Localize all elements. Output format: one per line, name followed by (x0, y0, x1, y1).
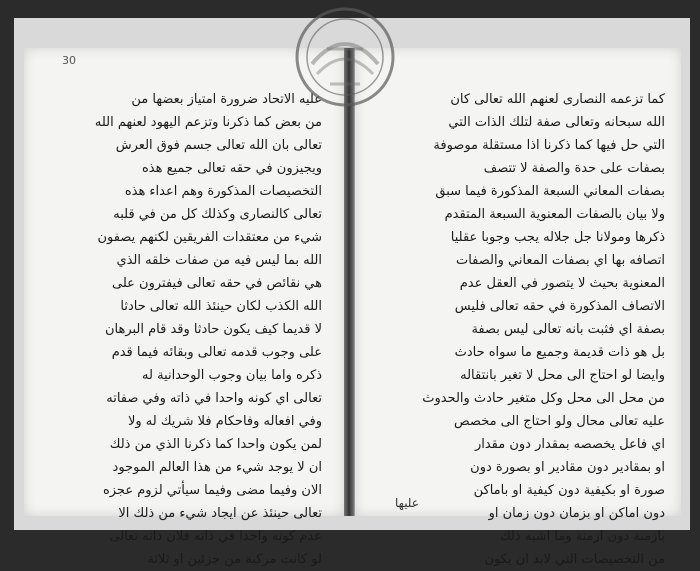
text-line: دون اماكن او بزمان دون زمان او (488, 506, 665, 521)
text-line: عدم كونه واحدا في ذاته فلان ذاته تعالى (109, 529, 322, 544)
text-line: كما تزعمه النصارى لعنهم الله تعالى كان (450, 92, 665, 107)
text-line: هي نقائص في حقه تعالى فيفترون على (112, 276, 322, 291)
text-line: صورة او بكيفية دون كيفية او باماكن (473, 483, 665, 498)
text-line: عليه تعالى محال ولو احتاج الى مخصص (454, 414, 665, 429)
text-line: من محل الى محل وكل متغير حادث والحدوث (422, 391, 665, 406)
text-line: الان وفيما مضى وفيما سيأتي لزوم عجزه (102, 483, 322, 498)
text-line: ذكره واما بيان وجوب الوحدانية له (142, 368, 322, 383)
text-line: تعالى كالنصارى وكذلك كل من في قلبه (113, 207, 322, 222)
text-line: ان لا يوجد شيء من هذا العالم الموجود (112, 460, 322, 475)
text-line: بصفات المعاني السبعة المذكورة فيما سبق (435, 184, 665, 199)
book-spine (344, 48, 354, 516)
text-line: او بمقادير دون مقادير او بصورة دون (470, 460, 665, 475)
text-line: تعالى بان الله تعالى جسم فوق العرش (115, 138, 322, 153)
text-line: التي حل فيها كما ذكرنا اذا مستقلة موصوفة (433, 138, 665, 153)
text-line: ذكرها ومولانا جل جلاله يجب وجوبا عقليا (450, 230, 665, 245)
folio-number: 30 (62, 54, 76, 67)
text-line: بازمنة دون ازمنة وما اشبه ذلك (499, 529, 665, 544)
text-line: لا قديما كيف يكون حادثا وقد قام البرهان (104, 322, 322, 337)
text-line: لو كانت مركبة من جزئين او ثلاثة (147, 552, 322, 567)
text-line: بل هو ذات قديمة وجميع ما سواه حادث (454, 345, 665, 360)
text-line: الاتصاف المذكورة في حقه تعالى فليس (454, 299, 665, 314)
text-line: بصفة اي فثبت بانه تعالى ليس بصفة (471, 322, 665, 337)
text-line: المعنوية بحيث لا يتصور في العقل عدم (459, 276, 665, 291)
text-line: بصفات على حدة والصفة لا تتصف (483, 161, 665, 176)
text-line: من التخصيصات التي لابد ان يكون (484, 552, 665, 567)
catchword: عليها (395, 496, 419, 510)
text-line: الله سبحانه وتعالى صفة لتلك الذات التي (448, 115, 665, 130)
text-line: لمن يكون واحدا كما ذكرنا الذي من ذلك (109, 437, 322, 452)
text-line: تعالى حينئذ عن ايجاد شيء من ذلك الا (118, 506, 322, 521)
text-line: من بعض كما ذكرنا وتزعم اليهود لعنهم الله (94, 115, 322, 130)
text-line: على وجوب قدمه تعالى وبقائه فيما قدم (111, 345, 322, 360)
text-line: وفي افعاله وفاحكام فلا شريك له ولا (127, 414, 322, 429)
text-line: وايضا لو احتاج الى محل لا تغير بانتقاله (460, 368, 665, 383)
text-line: ولا بيان بالصفات المعنوية السبعة المتقدم (444, 207, 665, 222)
left-page-text (62, 88, 322, 571)
library-seal-stamp (292, 4, 398, 110)
text-line: التخصيصات المذكورة وهم اعداء هذه (124, 184, 322, 199)
text-line: اتصافه بها اي بصفات المعاني والصفات (455, 253, 665, 268)
left-page (24, 48, 345, 567)
text-line: الله الكذب لكان حينئذ الله تعالى حادثا (120, 299, 322, 314)
text-line: شيء من معتقدات الفريقين لكنهم يصفون (97, 230, 322, 245)
text-line: اي فاعل يخصصه بمقدار دون مقدار (474, 437, 665, 452)
text-line: ويجيزون في حقه تعالى جميع هذه (141, 161, 322, 176)
text-line: الله بما ليس فيه من صفات خلقه الذي (116, 253, 322, 268)
text-line: تعالى اي كونه واحدا في ذاته وفي صفاته (106, 391, 322, 406)
text-line: عليه الاتحاد ضرورة امتياز بعضها من (131, 92, 322, 107)
right-page (354, 48, 681, 567)
